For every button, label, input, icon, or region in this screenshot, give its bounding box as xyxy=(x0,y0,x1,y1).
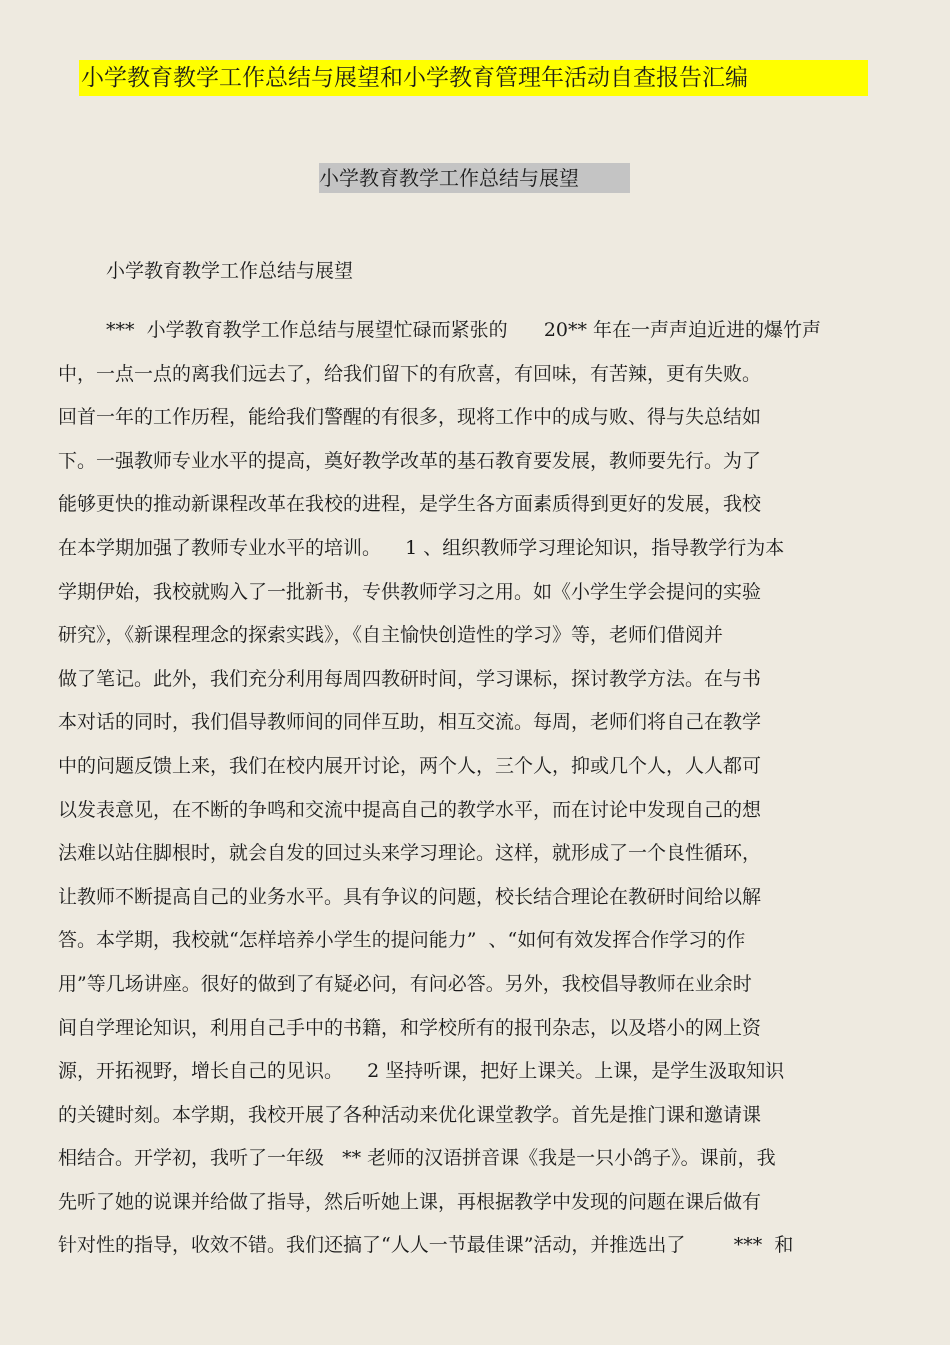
text-line: 中，一点一点的离我们远去了，给我们留下的有欣喜，有回味，有苦辣，更有失败。 xyxy=(58,362,762,385)
text-line: 用”等几场讲座。很好的做到了有疑必问，有问必答。另外，我校倡导教师在业余时 xyxy=(58,972,752,995)
body-text xyxy=(58,315,878,1274)
text-line: 回首一年的工作历程，能给我们警醒的有很多，现将工作中的成与败、得与失总结如 xyxy=(58,406,762,429)
text-line: 针对性的指导，收效不错。我们还搞了“人人一节最佳课”活动，并推选出了 *** 和 xyxy=(58,1234,794,1257)
text-line: 做了笔记。此外，我们充分利用每周四教研时间，学习课标，探讨教学方法。在与书 xyxy=(58,667,762,690)
text-line: *** 小学教育教学工作总结与展望忙碌而紧张的 20** 年在一声声迫近进的爆竹声 xyxy=(106,319,822,341)
text-line: 相结合。开学初，我听了一年级 ** 老师的汉语拼音课《我是一只小鸽子》。课前，我 xyxy=(58,1147,776,1170)
text-line: 以发表意见，在不断的争鸣和交流中提高自己的教学水平，而在讨论中发现自己的想 xyxy=(58,798,762,821)
text-line: 研究》，《新课程理念的探索实践》，《自主愉快创造性的学习》等，老师们借阅并 xyxy=(58,624,724,647)
text-line: 在本学期加强了教师专业水平的培训。 1 、组织教师学习理论知识，指导教学行为本 xyxy=(58,536,785,559)
text-line: 下。一强教师专业水平的提高，奠好教学改革的基石教育要发展，教师要先行。为了 xyxy=(58,449,762,472)
section-heading: 小学教育教学工作总结与展望 xyxy=(106,260,354,282)
text-line: 法难以站住脚根时，就会自发的回过头来学习理论。这样，就形成了一个良性循环， xyxy=(58,842,762,865)
section-title: 小学教育教学工作总结与展望 xyxy=(319,163,630,193)
text-line: 中的问题反馈上来，我们在校内展开讨论，两个人，三个人，抑或几个人，人人都可 xyxy=(58,754,762,777)
text-line: 间自学理论知识，利用自己手中的书籍，和学校所有的报刊杂志，以及塔小的网上资 xyxy=(58,1016,762,1039)
text-line: 源，开拓视野，增长自己的见识。 2 坚持听课，把好上课关。上课，是学生汲取知识 xyxy=(58,1060,785,1083)
text-line: 的关键时刻。本学期，我校开展了各种活动来优化课堂教学。首先是推门课和邀请课 xyxy=(58,1103,762,1126)
text-line: 能够更快的推动新课程改革在我校的进程，是学生各方面素质得到更好的发展，我校 xyxy=(58,493,762,516)
text-line: 让教师不断提高自己的业务水平。具有争议的问题，校长结合理论在教研时间给以解 xyxy=(58,885,762,908)
text-line: 本对话的同时，我们倡导教师间的同伴互助，相互交流。每周，老师们将自己在教学 xyxy=(58,711,762,734)
text-line: 答。本学期，我校就“怎样培养小学生的提问能力” 、“如何有效发挥合作学习的作 xyxy=(58,929,746,952)
text-line: 先听了她的说课并给做了指导，然后听她上课，再根据教学中发现的问题在课后做有 xyxy=(58,1190,762,1213)
document-title: 小学教育教学工作总结与展望和小学教育管理年活动自查报告汇编 xyxy=(79,60,868,96)
text-line: 学期伊始，我校就购入了一批新书，专供教师学习之用。如《小学生学会提问的实验 xyxy=(58,580,762,603)
